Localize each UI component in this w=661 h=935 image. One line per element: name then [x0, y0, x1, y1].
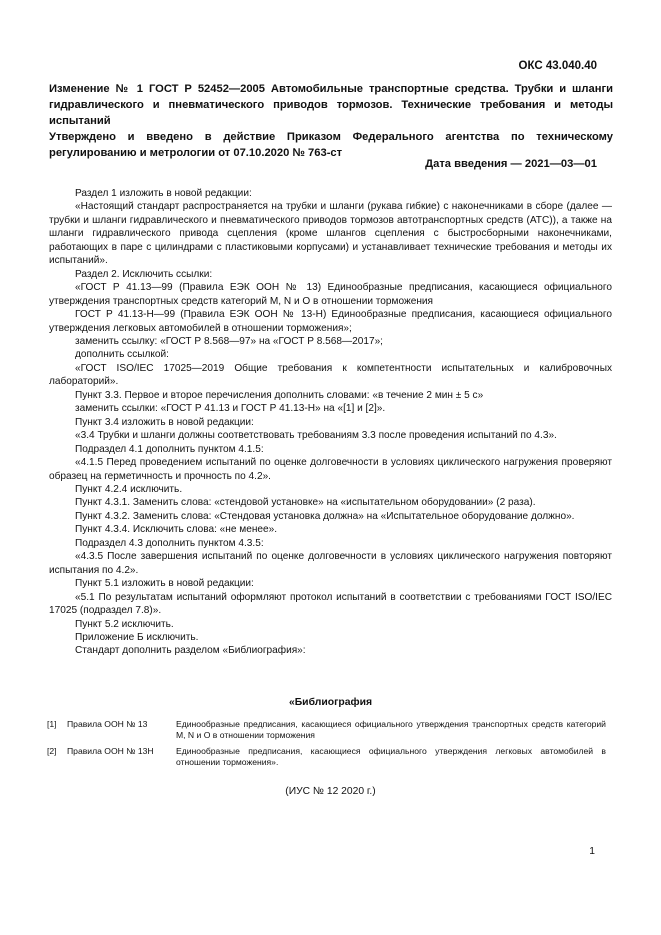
paragraph: заменить ссылку: «ГОСТ Р 8.568—97» на «ГОСТ Р 8.568—2017»; [75, 335, 383, 347]
paragraph: «ГОСТ ISO/IEC 17025—2019 Общие требования к компетентности испытательных и калибровочных лабораторий». [49, 362, 612, 388]
bibliography-entry-rule: Правила ООН № 13 [67, 719, 148, 729]
paragraph: Пункт 3.4 изложить в новой редакции: [75, 416, 254, 428]
paragraph: «3.4 Трубки и шланги должны соответствовать требованиям 3.3 после проведения испытаний по 4.3». [75, 430, 557, 442]
approval-statement: Утверждено и введено в действие Приказом Федерального агентства по техническому регулированию и метрологии от 07.10.2020 № 763-ст [49, 131, 613, 159]
paragraph: Раздел 2. Исключить ссылки: [75, 268, 213, 280]
paragraph: Стандарт дополнить разделом «Библиография»: [75, 645, 306, 657]
paragraph: Раздел 1 изложить в новой редакции: [75, 188, 252, 199]
bibliography-entry-number: [2] [47, 746, 57, 756]
oks-code: ОКС 43.040.40 [518, 60, 597, 72]
paragraph: «Настоящий стандарт распространяется на трубки и шланги (рукава гибкие) с наконечниками в сборе (далее — трубки и шланги гидравлического и пневматического приводов тормозов автотранспортных средств (АТС)), а также на шланги гидравлического привода сцепления (кроме шлангов сцепления с быстросборными наконечниками, работающих в паре с цилиндрами с пластиковыми корпусами) и устанавливает технические требования и методы их испытаний». [49, 201, 612, 267]
paragraph: «5.1 По результатам испытаний оформляют протокол испытаний в соответствии с требованиями ГОСТ ISO/IEC 17025 (подраздел 7.8)». [49, 591, 612, 617]
bibliography-entry-text: Единообразные предписания, касающиеся официального утверждения транспортных средств категорий М, N и О в отношении торможения [176, 719, 606, 741]
paragraph: Пункт 4.3.2. Заменить слова: «Стендовая установка должна» на «Испытательное оборудование должно». [75, 510, 575, 522]
paragraph: Пункт 4.3.1. Заменить слова: «стендовой установке» на «испытательном оборудовании» (2 раза). [75, 497, 536, 509]
paragraph: ГОСТ Р 41.13-Н—99 (Правила ЕЭК ООН № 13-Н) Единообразные предписания, касающиеся официального утверждения легковых автомобилей в отношении торможения»; [49, 309, 612, 334]
paragraph: Приложение Б исключить. [75, 631, 199, 643]
paragraph: Пункт 4.3.4. Исключить слова: «не менее». [75, 524, 278, 536]
paragraph: Пункт 5.1 изложить в новой редакции: [75, 578, 254, 590]
change-title: Изменение № 1 ГОСТ Р 52452—2005 Автомобильные транспортные средства. Трубки и шланги гидравлического и пневматического приводов тормозов. Технические требования и методы испытаний [49, 83, 613, 127]
paragraph: «4.3.5 После завершения испытаний по оценке долговечности в условиях циклического нагружения повторяют испытания по 4.2». [49, 551, 612, 576]
introduction-date: Дата введения — 2021—03—01 [425, 158, 597, 170]
paragraph: «4.1.5 Перед проведением испытаний по оценке долговечности в условиях циклического нагружения проверяют образец на герметичность и прочность по 4.2». [49, 457, 612, 482]
paragraph: дополнить ссылкой: [75, 349, 169, 361]
bibliography-entry-rule: Правила ООН № 13Н [67, 746, 154, 756]
bibliography-entry-number: [1] [47, 719, 57, 729]
bibliography-title: «Библиография [288, 697, 373, 708]
amendment-body [49, 187, 612, 658]
paragraph: Пункт 3.3. Первое и второе перечисления дополнить словами: «в течение 2 мин ± 5 с» [75, 389, 484, 401]
paragraph: Подраздел 4.1 дополнить пунктом 4.1.5: [75, 443, 264, 455]
paragraph: Пункт 5.2 исключить. [75, 618, 174, 630]
paragraph: заменить ссылки: «ГОСТ Р 41.13 и ГОСТ Р 41.13-Н» на «[1] и [2]». [75, 403, 386, 415]
paragraph: «ГОСТ Р 41.13—99 (Правила ЕЭК ООН № 13) Единообразные предписания, касающиеся официального утверждения транспортных средств категорий M, N и О в отношении торможения [49, 282, 612, 307]
bibliography-entry-text: Единообразные предписания, касающиеся официального утверждения легковых автомобилей в отношении торможения». [176, 746, 606, 768]
paragraph: Подраздел 4.3 дополнить пунктом 4.3.5: [75, 537, 264, 549]
page-number: 1 [589, 846, 595, 857]
ius-reference: (ИУС № 12 2020 г.) [285, 786, 376, 797]
paragraph: Пункт 4.2.4 исключить. [75, 483, 183, 495]
